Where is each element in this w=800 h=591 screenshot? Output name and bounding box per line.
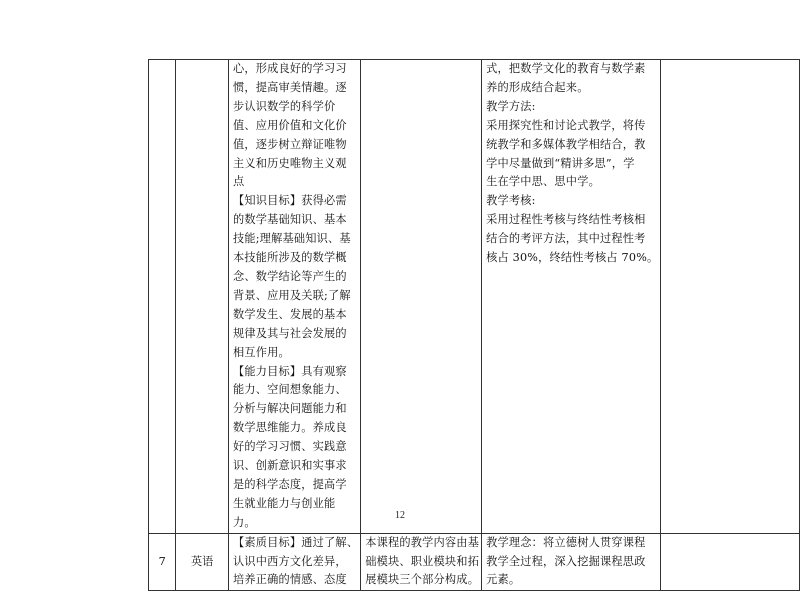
text-line: 步认识数学的科学价 (232, 99, 336, 113)
notes-cell (661, 533, 800, 591)
text-line: 值、应用价值和文化价 (232, 118, 347, 132)
objectives-text (229, 534, 360, 591)
text-line: 本技能所涉及的数学概 (232, 251, 347, 265)
text-line: 生在学中思、思中学。 (486, 175, 600, 189)
text-line: 能力、空间想象能力、 (232, 383, 347, 397)
text-line: 好的学习习惯、实践意 (232, 440, 347, 454)
text-line: 培养正确的情感、态度 (232, 573, 347, 587)
notes-cell (661, 60, 800, 534)
content-text (361, 534, 481, 591)
text-line: 采用探究性和讨论式教学，将传 (486, 118, 646, 132)
text-line: 采用过程性考核与终结性考核相 (486, 213, 646, 227)
page-number: 12 (395, 510, 405, 521)
text-line: 养的形成结合起来。 (486, 80, 589, 94)
text-line: 力。 (232, 515, 256, 529)
requirements-cell (482, 533, 661, 591)
text-line: 【素质目标】通过了解、 (232, 535, 359, 549)
text-line: 分析与解决问题能力和 (232, 402, 347, 416)
text-line: 相互作用。 (232, 345, 290, 359)
text-line: 【知识目标】获得必需 (232, 194, 347, 208)
text-line: 教学全过程，深入挖掘课程思政 (486, 554, 646, 568)
objectives-text (229, 60, 360, 533)
objectives-cell (228, 533, 360, 591)
course-name-cell: 英语 (176, 533, 229, 591)
text-line: 念、数学结论等产生的 (232, 269, 347, 283)
text-line: 教学方法: (486, 99, 536, 113)
text-line: 数学发生、发展的基本 (232, 307, 347, 321)
requirements-cell (482, 60, 661, 534)
text-line: 背景、应用及关联;了解 (232, 288, 351, 302)
course-name-cell (176, 60, 229, 534)
text-line: 的数学基础知识、基本 (232, 213, 347, 227)
number-cell: 7 (149, 533, 176, 591)
number-cell (149, 60, 176, 534)
text-line: 心，形成良好的学习习 (232, 62, 347, 75)
text-line: 技能;理解基础知识、基 (232, 232, 351, 246)
text-line: 统教学和多媒体教学相结合，教 (486, 137, 646, 151)
text-line: 础模块、职业模块和拓 (365, 554, 480, 568)
text-line: 规律及其与社会发展的 (232, 326, 347, 340)
text-line: 识、创新意识和实事求 (232, 459, 347, 473)
text-line: 核占 30%，终结性考核占 70%。 (486, 251, 659, 265)
text-line: 主义和历史唯物主义观 (232, 156, 347, 170)
objectives-cell (228, 60, 360, 534)
text-line: 结合的考评方法，其中过程性考 (486, 232, 646, 246)
table-row (149, 60, 800, 534)
requirements-text (482, 534, 660, 591)
text-line: 点 (232, 175, 245, 189)
text-line: 数学思维能力。养成良 (232, 421, 347, 435)
text-line: 惯，提高审美情趣。逐 (232, 80, 347, 94)
text-line: 学中尽量做到“精讲多思”，学 (486, 156, 635, 170)
content-cell (361, 533, 482, 591)
text-line: 值，逐步树立辩证唯物 (232, 137, 347, 151)
text-line: 认识中西方文化差异， (232, 554, 347, 568)
requirements-text (482, 60, 660, 268)
text-line: 生就业能力与创业能 (232, 496, 336, 510)
text-line: 本课程的教学内容由基 (365, 535, 480, 549)
text-line: 【能力目标】具有观察 (232, 364, 347, 378)
table-row (149, 533, 800, 591)
text-line: 教学考核: (486, 194, 536, 208)
text-line: 式，把数学文化的教育与数学素 (486, 62, 646, 75)
text-line: 展模块三个部分构成。 (365, 573, 480, 587)
content-cell (361, 60, 482, 534)
text-line: 元素。 (486, 573, 521, 587)
text-line: 是的科学态度，提高学 (232, 477, 347, 491)
text-line: 教学理念：将立德树人贯穿课程 (486, 535, 646, 549)
